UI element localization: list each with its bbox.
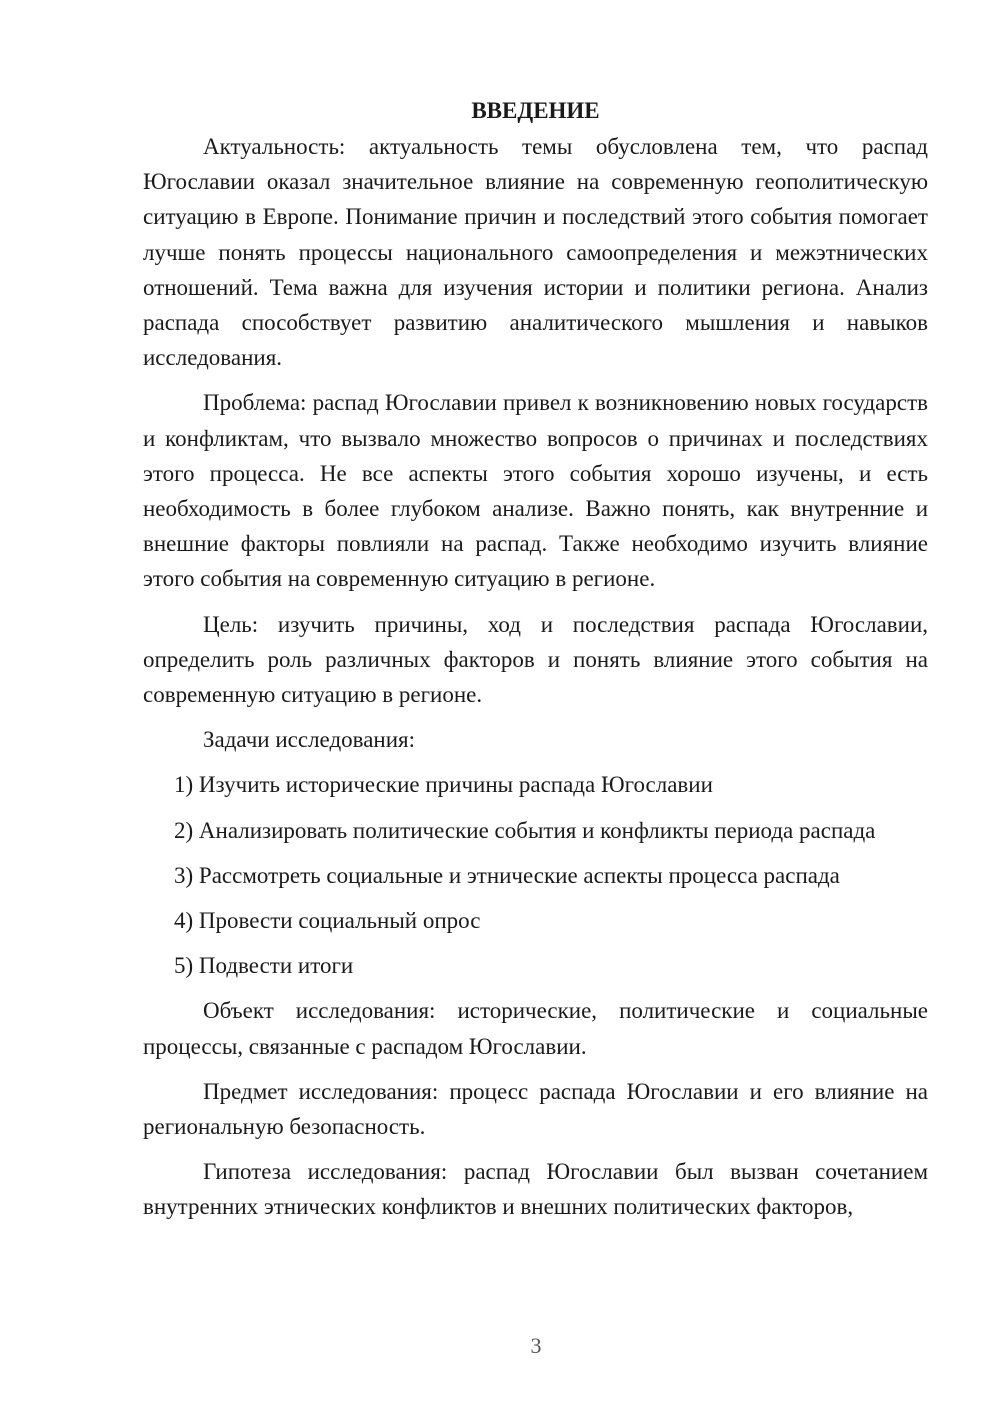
tasks-heading: Задачи исследования:	[203, 727, 416, 753]
object-paragraph: Объект исследования: исторические, политические и социальные процессы, связанные с распадом Югославии.	[143, 998, 928, 1059]
section-heading: ВВЕДЕНИЕ	[471, 98, 600, 123]
document-page	[143, 93, 928, 1235]
goal-paragraph: Цель: изучить причины, ход и последствия распада Югославии, определить роль различных факторов и понять влияние этого события на современную ситуацию в регионе.	[143, 611, 928, 708]
subject-paragraph: Предмет исследования: процесс распада Югославии и его влияние на региональную безопасность.	[143, 1078, 928, 1140]
task-item: 1) Изучить исторические причины распада Югославии	[174, 772, 713, 798]
task-item: 5) Подвести итоги	[174, 953, 354, 979]
hypothesis-paragraph: Гипотеза исследования: распад Югославии был вызван сочетанием внутренних этнических конфликтов и внешних политических факторов,	[143, 1159, 928, 1220]
relevance-paragraph: Актуальность: актуальность темы обусловлена тем, что распад Югославии оказал значительное влияние на современную геополитическую ситуацию в Европе. Понимание причин и последствий этого события помогает лучше понять процессы национального самоопределения и межэтнических отношений. Тема важна для изучения истории и политики региона. Анализ распада способствует развитию аналитического мышления и навыков исследования.	[143, 134, 928, 371]
task-item: 2) Анализировать политические события и конфликты периода распада	[174, 817, 876, 843]
task-item: 4) Провести социальный опрос	[174, 908, 481, 934]
problem-paragraph: Проблема: распад Югославии привел к возникновению новых государств и конфликтам, что вызвало множество вопросов о причинах и последствиях этого процесса. Не все аспекты этого события хорошо изучены, и есть необходимость в более глубоком анализе. Важно понять, как внутренние и внешние факторы повлияли на распад. Также необходимо изучить влияние этого события на современную ситуацию в регионе.	[143, 390, 928, 592]
page-number: 3	[530, 1333, 542, 1358]
task-item: 3) Рассмотреть социальные и этнические аспекты процесса распада	[174, 862, 840, 888]
